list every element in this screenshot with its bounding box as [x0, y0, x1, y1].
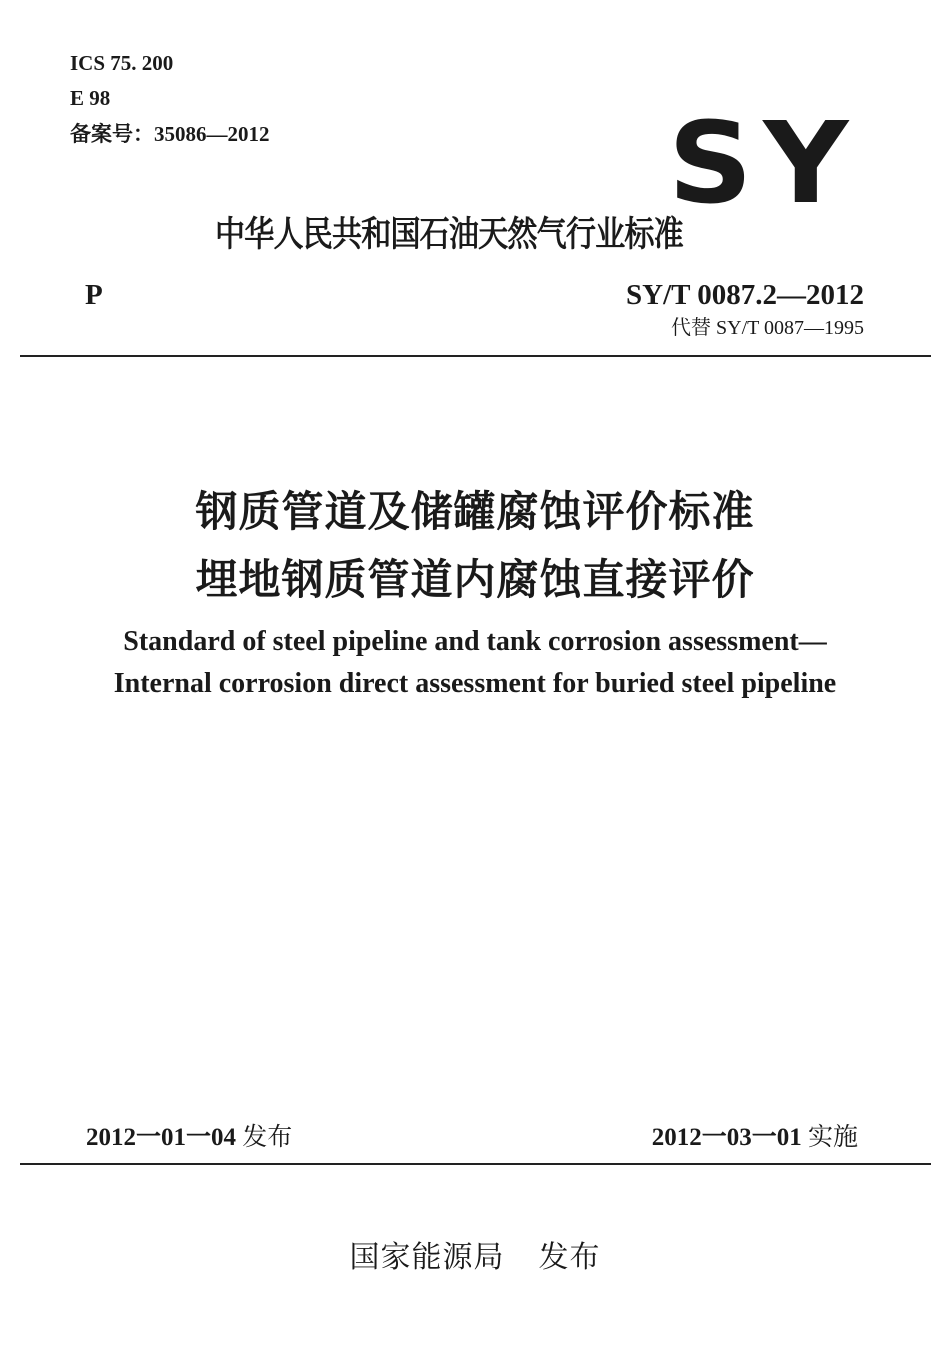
standard-organization: 中华人民共和国石油天然气行业标准: [215, 215, 683, 255]
publisher-name: 国家能源局: [349, 1240, 505, 1275]
category-code: E 98: [70, 86, 111, 110]
issue-label: 发布: [242, 1122, 293, 1151]
title-en-line-1: Standard of steel pipeline and tank corrosion assessment—: [123, 626, 827, 657]
record-number: 备案号：35086—2012: [70, 122, 270, 146]
issue-date: 2012一01一04: [86, 1124, 237, 1151]
ics-code: ICS 75. 200: [70, 51, 174, 75]
replaces-standard: 代替 SY/T 0087—1995: [671, 317, 864, 339]
implement-label: 实施: [807, 1122, 858, 1151]
implement-date: 2012一03一01: [651, 1124, 802, 1151]
title-cn-line-1: 钢质管道及储罐腐蚀评价标准: [195, 487, 755, 536]
top-divider: [20, 355, 931, 357]
sy-logo: SY: [668, 99, 859, 229]
standard-number: SY/T 0087.2—2012: [626, 279, 864, 311]
issue-date-block: [86, 1124, 292, 1150]
category-letter: P: [85, 279, 103, 311]
bottom-divider: [20, 1163, 931, 1165]
implement-date-block: [652, 1124, 858, 1150]
publisher-label: 发布: [538, 1240, 601, 1275]
publisher-line: [0, 1240, 950, 1275]
title-en-line-2: Internal corrosion direct assessment for buried steel pipeline: [113, 668, 837, 699]
title-cn-line-2: 埋地钢质管道内腐蚀直接评价: [195, 555, 755, 604]
